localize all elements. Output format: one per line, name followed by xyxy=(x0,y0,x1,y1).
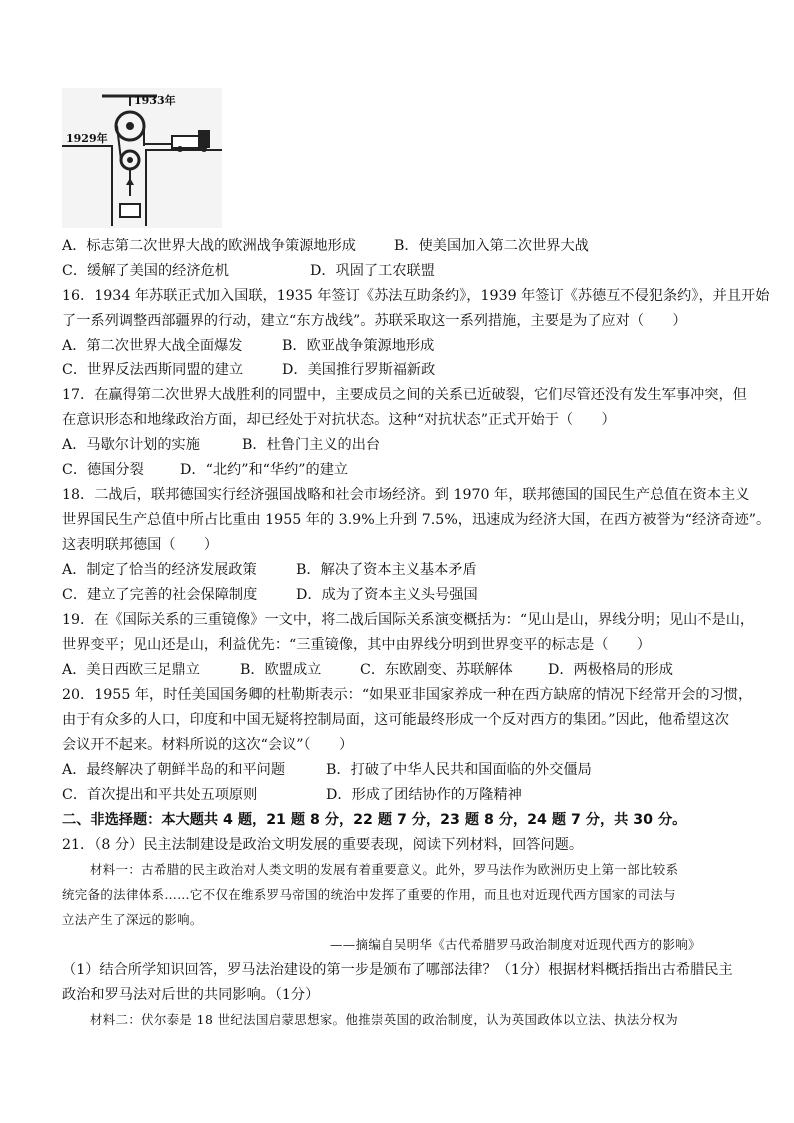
q20-option-a[interactable]: A．最终解决了朝鲜半岛的和平问题 xyxy=(62,762,286,778)
q16-stem-line-2: 了一系列调整西部疆界的行动，建立“东方战线”。苏联采取这一系列措施，主要是为了应对（ ） xyxy=(62,313,687,329)
q18-options-row-1 xyxy=(62,560,477,580)
q16-option-b[interactable]: B．欧亚战争策源地形成 xyxy=(282,338,435,354)
pulley-figure xyxy=(62,88,222,228)
q15-options-row-1 xyxy=(62,236,589,256)
q21-question1-line-1: （1）结合所学知识回答，罗马法治建设的第一步是颁布了哪部法律？（1分）根据材料概括指出古希腊民主 xyxy=(62,962,733,978)
q17-options-row-2 xyxy=(62,460,348,480)
q15-option-d[interactable]: D．巩固了工农联盟 xyxy=(310,263,435,279)
q17-stem-line-2: 在意识形态和地缘政治方面，却已经处于对抗状态。这种“对抗状态”正式开始于（ ） xyxy=(62,412,616,428)
q20-options-row-1 xyxy=(62,760,592,780)
q17-option-b[interactable]: B．杜鲁门主义的出台 xyxy=(242,437,381,453)
q15-option-c[interactable]: C．缓解了美国的经济危机 xyxy=(62,263,229,279)
q20-stem-line-3: 会议开不起来。材料所说的这次“会议”（ ） xyxy=(62,737,354,753)
q17-option-c[interactable]: C．德国分裂 xyxy=(62,462,144,478)
q16-options-row-1 xyxy=(62,336,434,356)
q20-stem-line-2: 由于有众多的人口，印度和中国无疑将控制局面，这可能最终形成一个反对西方的集团。”因此，他希望这次 xyxy=(62,712,729,728)
q21-stem: 21．（8 分）民主法制建设是政治文明发展的重要表现，阅读下列材料，回答问题。 xyxy=(62,837,584,853)
q20-options-row-2 xyxy=(62,785,522,805)
q21-source1: ——摘编自吴明华《古代希腊罗马政治制度对近现代西方的影响》 xyxy=(330,937,701,952)
q18-stem-line-1: 18．二战后，联邦德国实行经济强国战略和社会市场经济。到 1970 年，联邦德国的国民生产总值在资本主义 xyxy=(62,487,750,503)
q16-option-d[interactable]: D．美国推行罗斯福新政 xyxy=(282,362,436,378)
q20-option-d[interactable]: D．形成了团结协作的万隆精神 xyxy=(326,787,522,803)
q19-option-a[interactable]: A．美日西欧三足鼎立 xyxy=(62,662,200,678)
q18-stem-line-2: 世界国民生产总值中所占比重由 1955 年的 3.9%上升到 7.5%，迅速成为经济大国，在西方被誉为“经济奇迹”。 xyxy=(62,512,771,528)
q17-option-d[interactable]: D．“北约”和“华约”的建立 xyxy=(180,462,349,478)
q18-option-c[interactable]: C．建立了完善的社会保障制度 xyxy=(62,587,258,603)
q15-option-b[interactable]: B．使美国加入第二次世界大战 xyxy=(394,238,589,254)
q21-material1-line-3: 立法产生了深远的影响。 xyxy=(62,912,203,927)
pulley-diagram xyxy=(62,88,222,228)
figure-label-1933: 1933年 xyxy=(134,94,176,107)
q18-stem-line-3: 这表明联邦德国（ ） xyxy=(62,537,219,553)
q15-options-row-2 xyxy=(62,261,435,281)
figure-label-1929: 1929年 xyxy=(66,132,108,145)
q16-options-row-2 xyxy=(62,360,435,380)
q16-option-c[interactable]: C．世界反法西斯同盟的建立 xyxy=(62,362,244,378)
q21-question1-line-2: 政治和罗马法对后世的共同影响。（1分） xyxy=(62,987,320,1003)
q17-option-a[interactable]: A．马歇尔计划的实施 xyxy=(62,437,200,453)
q18-options-row-2 xyxy=(62,585,478,605)
q21-material1-line-2: 统完备的法律体系……它不仅在维系罗马帝国的统治中发挥了重要的作用，而且也对近现代西方国家的司法与 xyxy=(62,887,676,902)
q19-option-b[interactable]: B．欧盟成立 xyxy=(240,662,322,678)
q20-stem-line-1: 20．1955 年，时任美国国务卿的杜勒斯表示：“如果亚非国家养成一种在西方缺席的情况下经常开会的习惯， xyxy=(62,687,753,703)
q19-stem-line-2: 世界变平；见山还是山，利益优先：“三重镜像，其中由界线分明到世界变平的标志是（ ） xyxy=(62,637,651,653)
q17-options-row-1 xyxy=(62,435,380,455)
q21-material2-line-1: 材料二：伏尔泰是 18 世纪法国启蒙思想家。他推崇英国的政治制度，认为英国政体以立法、执法分权为 xyxy=(90,1012,679,1027)
q19-option-c[interactable]: C．东欧剧变、苏联解体 xyxy=(360,662,513,678)
q21-material1-line-1: 材料一：古希腊的民主政治对人类文明的发展有着重要意义。此外，罗马法作为欧洲历史上第一部比较系 xyxy=(90,862,679,877)
q18-option-b[interactable]: B．解决了资本主义基本矛盾 xyxy=(296,562,477,578)
section-heading: 二、非选择题：本大题共 4 题，21 题 8 分，22 题 7 分，23 题 8 分，24 题 7 分，共 30 分。 xyxy=(62,812,687,828)
q19-option-d[interactable]: D．两极格局的形成 xyxy=(548,662,673,678)
q20-option-b[interactable]: B．打破了中华人民共和国面临的外交僵局 xyxy=(326,762,592,778)
q20-option-c[interactable]: C．首次提出和平共处五项原则 xyxy=(62,787,258,803)
q19-stem-line-1: 19．在《国际关系的三重镜像》一文中，将二战后国际关系演变概括为：“见山是山，界线分明；见山不是山， xyxy=(62,612,755,628)
q17-stem-line-1: 17．在赢得第二次世界大战胜利的同盟中，主要成员之间的关系已近破裂，它们尽管还没有发生军事冲突，但 xyxy=(62,387,747,403)
q16-option-a[interactable]: A．第二次世界大战全面爆发 xyxy=(62,338,243,354)
q18-option-a[interactable]: A．制定了恰当的经济发展政策 xyxy=(62,562,257,578)
q16-stem-line-1: 16．1934 年苏联正式加入国联，1935 年签订《苏法互助条约》，1939 年签订《苏德互不侵犯条约》，并且开始 xyxy=(62,288,770,304)
q18-option-d[interactable]: D．成为了资本主义头号强国 xyxy=(296,587,478,603)
q15-option-a[interactable]: A．标志第二次世界大战的欧洲战争策源地形成 xyxy=(62,238,356,254)
q19-options-row xyxy=(62,660,673,680)
